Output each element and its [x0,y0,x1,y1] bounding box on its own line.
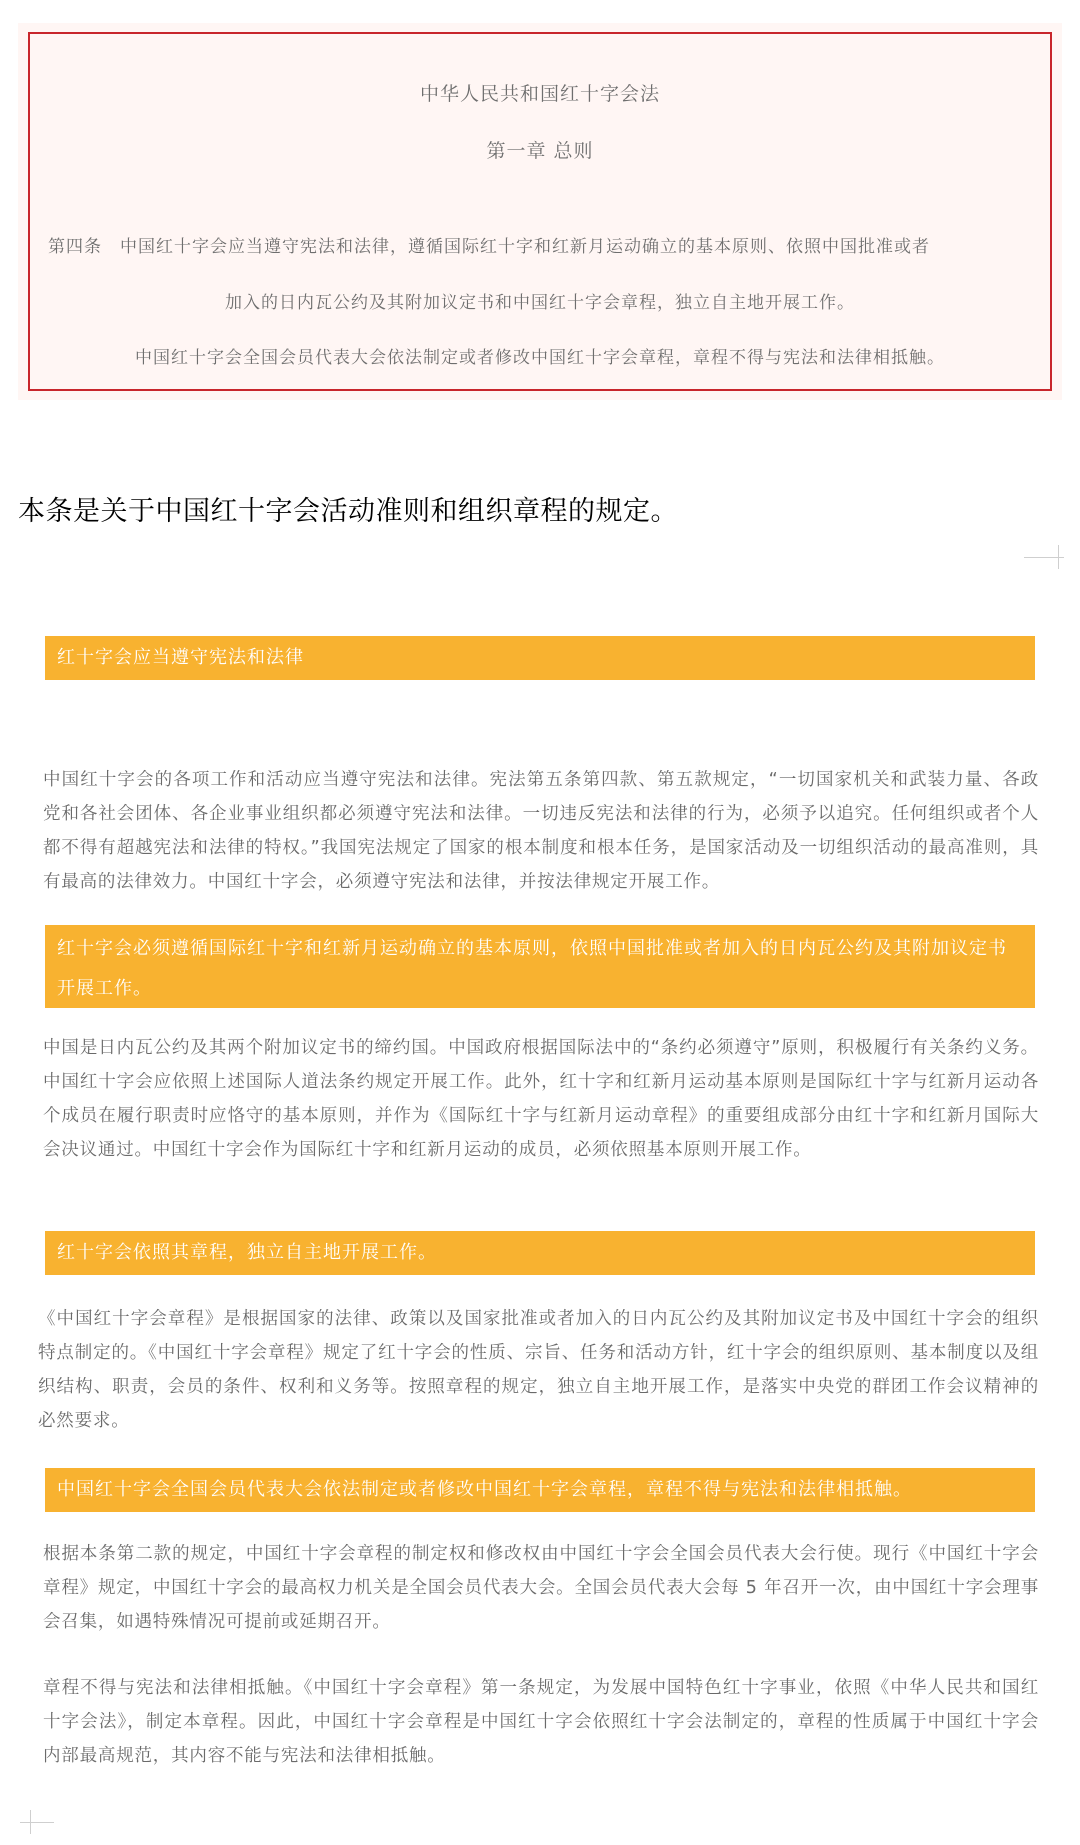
law-excerpt-border [28,32,1052,391]
section-1-paragraph: 中国红十字会的各项工作和活动应当遵守宪法和法律。宪法第五条第四款、第五款规定，“一切国家机关和武装力量、各政党和各社会团体、各企业事业组织都必须遵守宪法和法律。一切违反宪法和法律的行为，必须予以追究。任何组织或者个人都不得有超越宪法和法律的特权。”我国宪法规定了国家的根本制度和根本任务，是国家活动及一切组织活动的最高准则，具有最高的法律效力。中国红十字会，必须遵守宪法和法律，并按法律规定开展工作。 [43,770,1039,892]
law-chapter: 第一章 总则 [486,140,594,162]
section-2-paragraph: 中国是日内瓦公约及其两个附加议定书的缔约国。中国政府根据国际法中的“条约必须遵守”原则，积极履行有关条约义务。中国红十字会应依照上述国际人道法条约规定开展工作。此外，红十字和红新月运动基本原则是国际红十字与红新月运动各个成员在履行职责时应恪守的基本原则，并作为《国际红十字与红新月运动章程》的重要组成部分由红十字和红新月国际大会决议通过。中国红十字会作为国际红十字和红新月运动的成员，必须依照基本原则开展工作。 [43,1038,1039,1160]
article-heading: 本条是关于中国红十字会活动准则和组织章程的规定。 [18,496,678,527]
law-article-line-3: 中国红十字会全国会员代表大会依法制定或者修改中国红十字会章程，章程不得与宪法和法律相抵触。 [135,348,945,368]
section-4-paragraph-2: 章程不得与宪法和法律相抵触。《中国红十字会章程》第一条规定，为发展中国特色红十字事业，依照《中华人民共和国红十字会法》，制定本章程。因此，中国红十字会章程是中国红十字会依照红十字会法制定的，章程的性质属于中国红十字会内部最高规范，其内容不能与宪法和法律相抵触。 [43,1678,1039,1766]
corner-mark-top-right [1024,545,1064,569]
law-article-line-1: 第四条 中国红十字会应当遵守宪法和法律，遵循国际红十字和红新月运动确立的基本原则、依照中国批准或者 [48,237,930,257]
section-4-paragraph-1: 根据本条第二款的规定，中国红十字会章程的制定权和修改权由中国红十字会全国会员代表大会行使。现行《中国红十字会章程》规定，中国红十字会的最高权力机关是全国会员代表大会。全国会员代表大会每 5 年召开一次，由中国红十字会理事会召集，如遇特殊情况可提前或延期召开。 [43,1544,1039,1632]
section-banner-2: 红十字会必须遵循国际红十字和红新月运动确立的基本原则，依照中国批准或者加入的日内瓦公约及其附加议定书开展工作。 [45,925,1035,1008]
section-3-paragraph: 《中国红十字会章程》是根据国家的法律、政策以及国家批准或者加入的日内瓦公约及其附加议定书及中国红十字会的组织特点制定的。《中国红十字会章程》规定了红十字会的性质、宗旨、任务和活动方针，红十字会的组织原则、基本制度以及组织结构、职责，会员的条件、权利和义务等。按照章程的规定，独立自主地开展工作，是落实中央党的群团工作会议精神的必然要求。 [38,1309,1039,1431]
law-excerpt-box [18,23,1062,400]
corner-mark-bottom-left [20,1810,60,1834]
section-banner-3: 红十字会依照其章程，独立自主地开展工作。 [45,1231,1035,1275]
law-title: 中华人民共和国红十字会法 [419,83,660,105]
section-banner-1: 红十字会应当遵守宪法和法律 [45,636,1035,680]
law-article-line-2: 加入的日内瓦公约及其附加议定书和中国红十字会章程，独立自主地开展工作。 [225,293,855,313]
section-banner-4: 中国红十字会全国会员代表大会依法制定或者修改中国红十字会章程，章程不得与宪法和法律相抵触。 [45,1468,1035,1512]
